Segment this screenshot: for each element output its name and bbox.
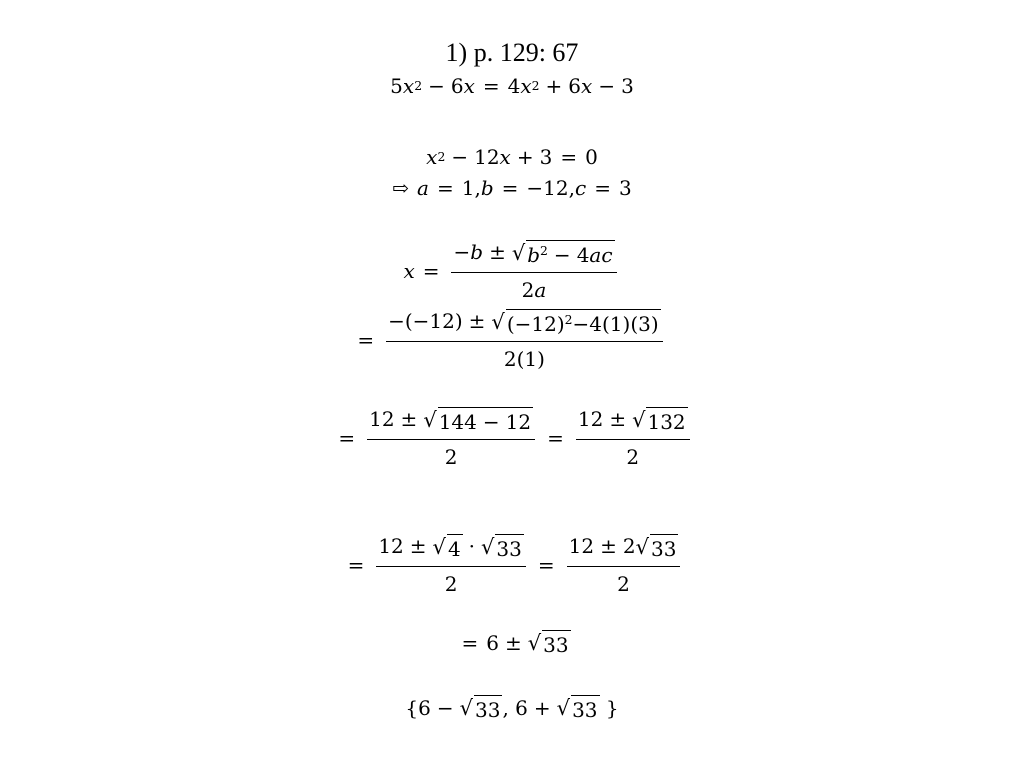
sqrt-symbol: √ (527, 630, 542, 655)
sqrt-symbol: √ (632, 408, 646, 432)
substitution-step: = −(−12) ± √ $(-12)^2-4(1)(3)$ 2(1) (0, 312, 1024, 368)
quadratic-formula: x = −b ± √ $b^2 - 4ac$ 2a (0, 243, 1024, 299)
simplify-step-2: = 12 ± √ 4 · √ 33 2 = 12 ± 2 √ 33 2 (0, 537, 1024, 593)
simplify-fraction-a: 12 ± √ 144 − 12 2 (367, 407, 535, 469)
implies-arrow-icon: ⇨ (392, 176, 410, 200)
sqrt-symbol: √ (556, 695, 571, 720)
cdot-symbol: · (468, 534, 476, 558)
simplify-fraction-c: 12 ± √ 4 · √ 33 2 (376, 534, 526, 596)
sqrt-symbol: √ (423, 408, 437, 432)
sqrt-symbol: √ (635, 535, 649, 559)
final-simplified: = 6 ± √ 33 (461, 630, 569, 657)
standard-form-equation: x 2 − 12 x + 3 = 0 (426, 145, 598, 169)
sqrt-symbol: √ (481, 535, 495, 559)
simplify-fraction-b: 12 ± √ 132 2 (576, 407, 690, 469)
quadratic-formula-fraction: −b ± √ $b^2 - 4ac$ 2a (451, 240, 616, 302)
simplify-step-1: = 12 ± √ 144 − 12 2 = 12 ± √ 132 2 (0, 410, 1024, 466)
sqrt-symbol: √ (459, 695, 473, 720)
sqrt-symbol: √ (432, 535, 446, 559)
sqrt-symbol: √ (511, 241, 526, 265)
simplify-fraction-d: 12 ± 2 √ 33 2 (567, 534, 681, 596)
problem-title: 1) p. 129: 67 (445, 38, 579, 67)
substitution-fraction: −(−12) ± √ $(-12)^2-4(1)(3)$ 2(1) (386, 309, 663, 371)
sqrt-symbol: √ (491, 310, 505, 334)
coefficients-line: ⇨ a = 1, b = −12, c = 3 (392, 176, 632, 200)
solution-set: {6 − √ 33 , 6 + √ 33 } (405, 695, 619, 722)
given-equation: 5 x 2 − 6 x = 4 x 2 + 6 x − 3 (390, 74, 634, 98)
